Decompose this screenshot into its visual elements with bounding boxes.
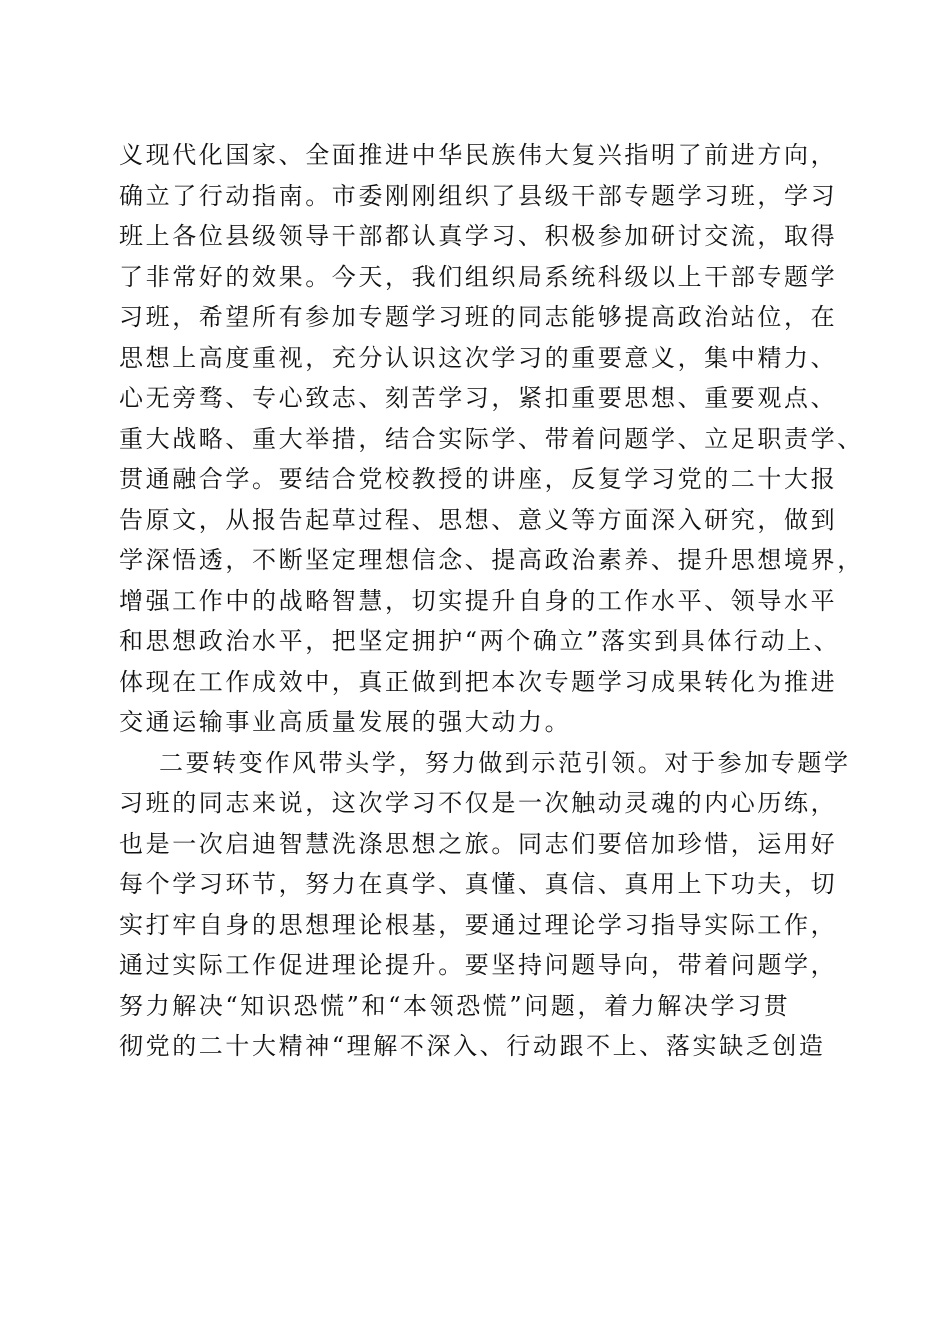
text-line: 贯通融合学。要结合党校教授的讲座，反复学习党的二十大报 xyxy=(119,465,838,493)
text-line: 告原文，从报告起草过程、思想、意义等方面深入研究，做到 xyxy=(119,505,838,534)
text-line: 体现在工作成效中，真正做到把本次专题学习成果转化为推进 xyxy=(119,667,838,696)
text-line: 思想上高度重视，充分认识这次学习的重要意义，集中精力、 xyxy=(119,343,838,372)
text-line: 习班的同志来说，这次学习不仅是一次触动灵魂的内心历练， xyxy=(119,789,838,817)
text-line: 班上各位县级领导干部都认真学习、积极参加研讨交流，取得 xyxy=(119,222,838,250)
document-body xyxy=(119,135,864,1067)
text-line: 交通运输事业高质量发展的强大动力。 xyxy=(119,708,572,736)
text-line: 习班，希望所有参加专题学习班的同志能够提高政治站位，在 xyxy=(119,303,838,331)
text-line: 确立了行动指南。市委刚刚组织了县级干部专题学习班，学习 xyxy=(119,181,838,210)
text-line: 彻党的二十大精神“理解不深入、行动跟不上、落实缺乏创造 xyxy=(119,1032,826,1060)
text-line: 也是一次启迪智慧洗涤思想之旅。同志们要倍加珍惜，运用好 xyxy=(119,829,838,858)
text-line: 心无旁骛、专心致志、刻苦学习，紧扣重要思想、重要观点、 xyxy=(119,384,838,412)
text-line: 义现代化国家、全面推进中华民族伟大复兴指明了前进方向， xyxy=(119,141,838,169)
text-line: 和思想政治水平，把坚定拥护“两个确立”落实到具体行动上、 xyxy=(119,627,841,655)
text-line: 增强工作中的战略智慧，切实提升自身的工作水平、领导水平 xyxy=(119,586,838,615)
text-line: 每个学习环节，努力在真学、真懂、真信、真用上下功夫，切 xyxy=(119,870,838,898)
text-line: 实打牢自身的思想理论根基，要通过理论学习指导实际工作， xyxy=(119,910,838,939)
text-line: 重大战略、重大举措，结合实际学、带着问题学、立足职责学、 xyxy=(119,424,864,453)
paragraph-first-line: 二要转变作风带头学，努力做到示范引领。对于参加专题学 xyxy=(159,748,851,777)
text-line: 努力解决“知识恐慌”和“本领恐慌”问题，着力解决学习贯 xyxy=(119,991,791,1020)
text-line: 学深悟透，不断坚定理想信念、提高政治素养、提升思想境界， xyxy=(119,546,864,574)
text-line: 了非常好的效果。今天，我们组织局系统科级以上干部专题学 xyxy=(119,262,838,291)
text-line: 通过实际工作促进理论提升。要坚持问题导向，带着问题学， xyxy=(119,951,838,979)
